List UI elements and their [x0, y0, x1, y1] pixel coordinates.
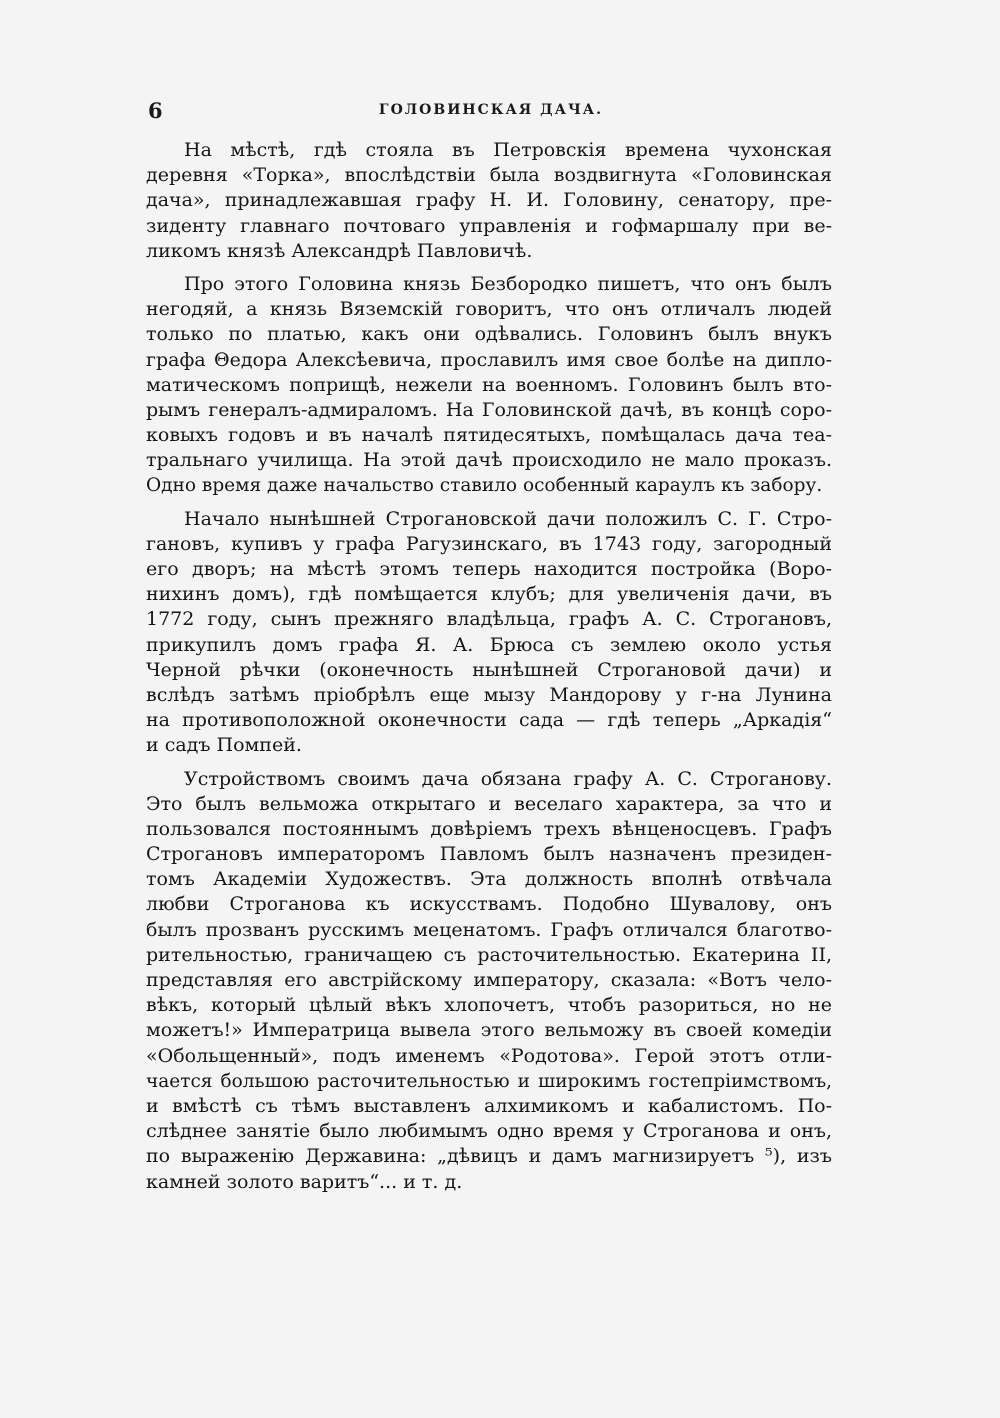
text-line: любви Строганова къ искусствамъ. Подобно Шувалову, онъ: [146, 893, 832, 916]
page-number: 6: [148, 98, 163, 123]
text-line: Устройствомъ своимъ дача обязана графу А. С. Строганову.: [184, 767, 832, 790]
text-line: и садъ Помпей.: [146, 734, 302, 757]
text-line: зиденту главнаго почтоваго управленія и гофмаршалу при ве-: [146, 214, 832, 237]
paragraph-4: [146, 767, 832, 1195]
text-line: его дворъ; на мѣстѣ этомъ теперь находится постройка (Воро-: [146, 558, 832, 580]
text-line: пользовался постояннымъ довѣріемъ трехъ вѣнценосцевъ. Графъ: [146, 817, 832, 840]
page-header: [146, 98, 836, 124]
text-line: прикупилъ домъ графа Я. А. Брюса съ землею около устья: [146, 633, 832, 656]
text-line: рительностью, граничащею съ расточительностью. Екатерина II,: [146, 943, 832, 966]
paragraph-3: [146, 507, 832, 759]
text-line: Строгановъ императоромъ Павломъ былъ назначенъ президен-: [146, 843, 832, 866]
text-line: «Обольщенный», подъ именемъ «Родотова». Герой этотъ отли-: [146, 1044, 832, 1067]
text-line: Начало нынѣшней Строгановской дачи положилъ С. Г. Стро-: [184, 507, 832, 530]
text-line: На мѣстѣ, гдѣ стояла въ Петровскія времена чухонская: [184, 139, 832, 161]
text-line: только по платью, какъ они одѣвались. Головинъ былъ внукъ: [146, 323, 832, 346]
text-line: камней золото варитъ“... и т. д.: [146, 1170, 463, 1193]
text-line: матическомъ поприщѣ, нежели на военномъ. Головинъ былъ вто-: [146, 373, 832, 396]
text-line: ковыхъ годовъ и въ началѣ пятидесятыхъ, помѣщалась дача теа-: [146, 424, 832, 447]
text-line: Черной рѣчки (оконечность нынѣшней Строгановой дачи) и: [146, 658, 832, 681]
text-line: Одно время даже начальство ставило особенный караулъ къ забору.: [146, 475, 823, 497]
text-line: томъ Академіи Художествъ. Эта должность вполнѣ отвѣчала: [146, 868, 832, 891]
text-line: на противоположной оконечности сада — гдѣ теперь „Аркадія“: [146, 709, 832, 732]
text-line: можетъ!» Императрица вывела этого вельможу въ своей комедіи: [146, 1019, 832, 1042]
text-line: Это былъ вельможа открытаго и веселаго характера, за что и: [146, 792, 832, 815]
paragraph-2: [146, 272, 832, 499]
text-line: гановъ, купивъ у графа Рагузинскаго, въ 1743 году, загородный: [146, 532, 832, 555]
text-line: нихинъ домъ), гдѣ помѣщается клубъ; для увеличенія дачи, въ: [146, 583, 832, 606]
text-line: и вмѣстѣ съ тѣмъ выставленъ алхимикомъ и кабалистомъ. По-: [146, 1094, 832, 1117]
body-text: [146, 138, 832, 1203]
text-line: вслѣдъ затѣмъ пріобрѣлъ еще мызу Мандорову у г-на Лунина: [146, 683, 832, 706]
text-line: графа Θедора Алексѣевича, прославилъ имя свое болѣе на дипло-: [146, 348, 832, 371]
text-line: 1772 году, сынъ прежняго владѣльца, графъ А. С. Строгановъ,: [146, 608, 832, 631]
text-line: дача», принадлежавшая графу Н. И. Головину, сенатору, пре-: [146, 189, 832, 212]
text-line: Про этого Головина князь Безбородко пишетъ, что онъ былъ: [184, 272, 832, 295]
text-line: слѣднее занятіе было любимымъ одно время у Строганова и онъ,: [146, 1120, 832, 1143]
text-line: негодяй, а князь Вяземскій говоритъ, что онъ отличалъ людей: [146, 298, 832, 321]
paragraph-1: [146, 138, 832, 264]
text-line: былъ прозванъ русскимъ меценатомъ. Графъ отличался благотво-: [146, 918, 832, 941]
text-line: деревня «Торка», впослѣдствіи была воздвигнута «Головинская: [146, 164, 832, 187]
text-line: вѣкъ, который цѣлый вѣкъ хлопочетъ, чтобъ разориться, но не: [146, 994, 832, 1017]
text-line: рымъ генералъ-адмираломъ. На Головинской дачѣ, въ концѣ соро-: [146, 398, 832, 421]
text-line: тральнаго училища. На этой дачѣ происходило не мало проказъ.: [146, 449, 832, 472]
text-line: по выраженію Державина: „дѣвицъ и дамъ магнизируетъ ⁵), изъ: [146, 1145, 832, 1168]
text-line: представляя его австрійскому императору, сказала: «Вотъ чело-: [146, 969, 832, 991]
running-title: ГОЛОВИНСКАЯ ДАЧА.: [378, 102, 604, 118]
text-line: ликомъ князѣ Александрѣ Павловичѣ.: [146, 239, 533, 262]
text-line: чается большою расточительностью и широкимъ гостепріимствомъ,: [146, 1070, 832, 1092]
